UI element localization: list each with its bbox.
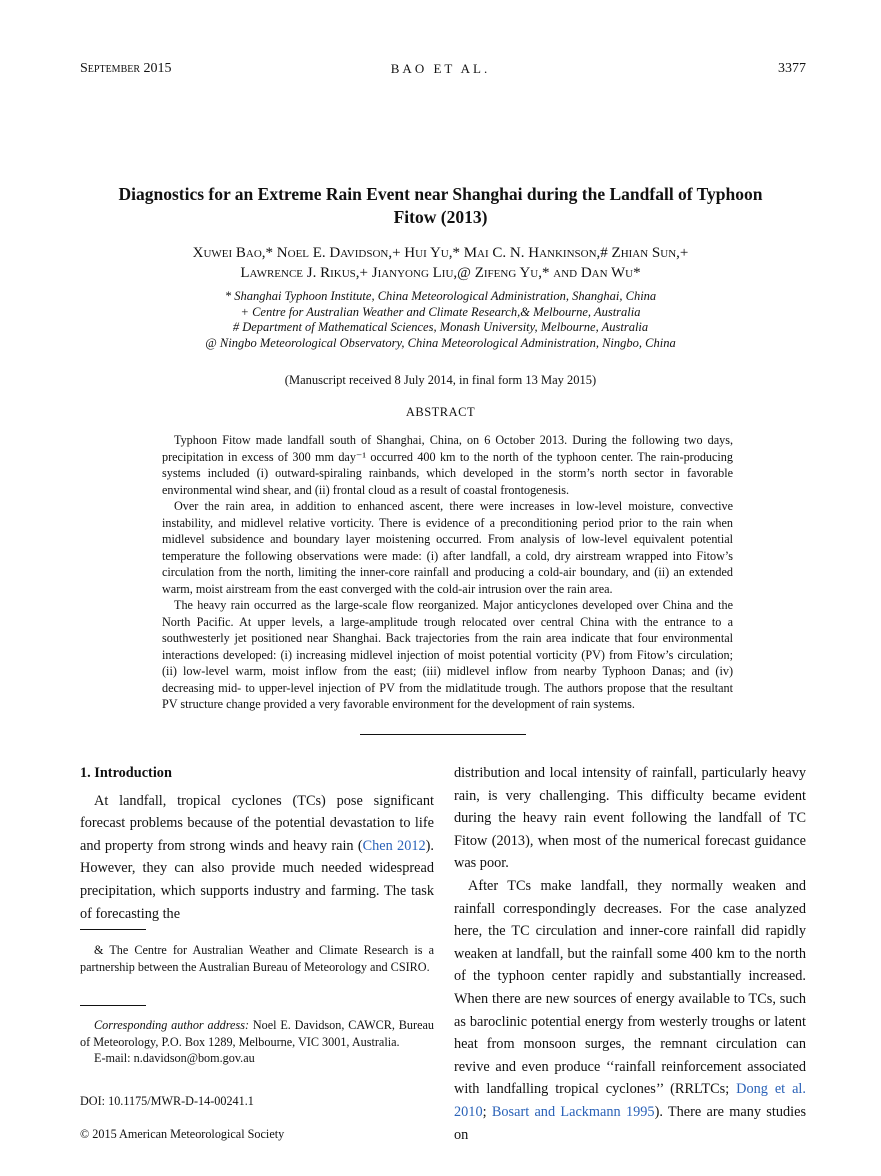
- paper-title: Diagnostics for an Extreme Rain Event near Shanghai during the Landfall of Typhoon Fitow (2013): [118, 184, 763, 227]
- abstract-divider: [360, 734, 526, 735]
- affiliation: * Shanghai Typhoon Institute, China Meteorological Administration, Shanghai, China: [224, 289, 657, 303]
- body-paragraph: After TCs make landfall, they normally weaken and rainfall correspondingly decreases. For the case analyzed here, the TC circulation and inner-core rainfall did rapidly weaken at landfall, but the rainfall some 400 km to the north of the typhoon center rapidly and substantially increased. When there are new sources of energy available to TCs, such as baroclinic potential energy from westerly troughs or latent heat from monsoon surges, the remnant circulation can revive and even produce ‘‘rainfall reinforcement associated with landfalling tropical cyclones’’ (RRLTCs; Dong et al. 2010; Bosart and Lackmann 1995). There are many studies on: [454, 877, 807, 1143]
- running-header-date: September 2015: [80, 61, 172, 76]
- citation-link[interactable]: Dong et al. 2010: [454, 1081, 806, 1120]
- section-heading: 1. Introduction: [80, 765, 172, 781]
- right-column: [454, 762, 806, 1146]
- author-list: [100, 243, 781, 283]
- copyright: © 2015 American Meteorological Society: [80, 1127, 285, 1141]
- abstract: [162, 432, 733, 713]
- manuscript-dates: (Manuscript received 8 July 2014, in final form 13 May 2015): [284, 373, 597, 387]
- affiliations: [100, 289, 781, 351]
- affiliation: @ Ningbo Meteorological Observatory, China Meteorological Administration, Ningbo, China: [205, 335, 676, 350]
- abstract-paragraph: Typhoon Fitow made landfall south of Shanghai, China, on 6 October 2013. During the following two days, precipitation in excess of 300 mm day⁻¹ occurred 400 km to the north of the typhoon center. The rain-producing systems included (i) outward-spiraling rainbands, which developed in the storm’s north sector in favorable environmental wind shear, and (ii) frontal cloud as a result of coastal frontogenesis.: [162, 433, 733, 497]
- authors-line: Lawrence J. Rikus,+ Jianyong Liu,@ Zifeng Yu,* and Dan Wu*: [240, 265, 641, 281]
- footnote-divider: [80, 1005, 146, 1006]
- doi: DOI: 10.1175/MWR-D-14-00241.1: [80, 1094, 254, 1108]
- affiliation: # Department of Mathematical Sciences, Monash University, Melbourne, Australia: [232, 320, 649, 334]
- abstract-paragraph: The heavy rain occurred as the large-scale flow reorganized. Major anticyclones developed over China and the North Pacific. At upper levels, a large-amplitude trough relocated over central China with the entrance to a southwesterly jet positioned near Shanghai. Back trajectories from the rain area indicate that four environmental interactions developed: (i) increasing midlevel injection of moist potential vorticity (PV) from Fitow’s circulation; (ii) low-level warm, moist inflow from the east; (iii) midlevel inflow from nearby Typhoon Danas; and (iv) decreasing mid- to upper-level injection of PV from the midlatitude trough. The authors propose that the resultant PV structure change provided a very favorable environment for the development of rain systems.: [162, 598, 733, 711]
- running-header-authors: BAO ET AL.: [390, 61, 491, 76]
- footnote-divider: [80, 929, 146, 930]
- body-paragraph: At landfall, tropical cyclones (TCs) pose significant forecast problems because of the potential devastation to life and property from strong winds and heavy rain (Chen 2012). However, they can also provide much needed widespread precipitation, which supports industry and farming. The task of forecasting the: [80, 792, 434, 922]
- abstract-heading: ABSTRACT: [405, 405, 476, 419]
- page-number: 3377: [778, 61, 806, 76]
- email: E-mail: n.davidson@bom.gov.au: [94, 1051, 255, 1065]
- citation-link[interactable]: Chen 2012: [362, 837, 426, 854]
- footnote: & The Centre for Australian Weather and Climate Research is a partnership between the Australian Bureau of Meteorology and CSIRO.: [80, 943, 434, 974]
- citation-link[interactable]: Bosart and Lackmann 1995: [491, 1103, 655, 1120]
- authors-line: Xuwei Bao,* Noel E. Davidson,+ Hui Yu,* Mai C. N. Hankinson,# Zhian Sun,+: [192, 245, 689, 261]
- body-paragraph: distribution and local intensity of rainfall, particularly heavy rain, is very challenging. This difficulty became evident during the heavy rain event following the landfall of TC Fitow (2013), when most of the numerical forecast guidance was poor.: [454, 765, 806, 872]
- left-column: [80, 762, 434, 925]
- abstract-paragraph: Over the rain area, in addition to enhanced ascent, there were increases in low-level moisture, convective instability, and midlevel relative vorticity. There is evidence of a preconditioning period prior to the rain when midlevel subsidence and boundary layer moistening occurred. From analysis of low-level equivalent potential temperature the following observations were made: (i) after landfall, a cold, dry airstream wrapped into Fitow’s circulation from the north, limiting the inner-core rainfall and producing a cold-air boundary, and (ii) an extended warm, moist airstream from the east converged with the cold-air intrusion over the rain area.: [162, 499, 733, 596]
- affiliation: + Centre for Australian Weather and Climate Research,& Melbourne, Australia: [240, 304, 641, 319]
- corresponding-author: Corresponding author address: Noel E. Davidson, CAWCR, Bureau of Meteorology, P.O. Box 1289, Melbourne, VIC 3001, Australia. E-mail: n.davidson@bom.gov.au: [80, 1018, 434, 1065]
